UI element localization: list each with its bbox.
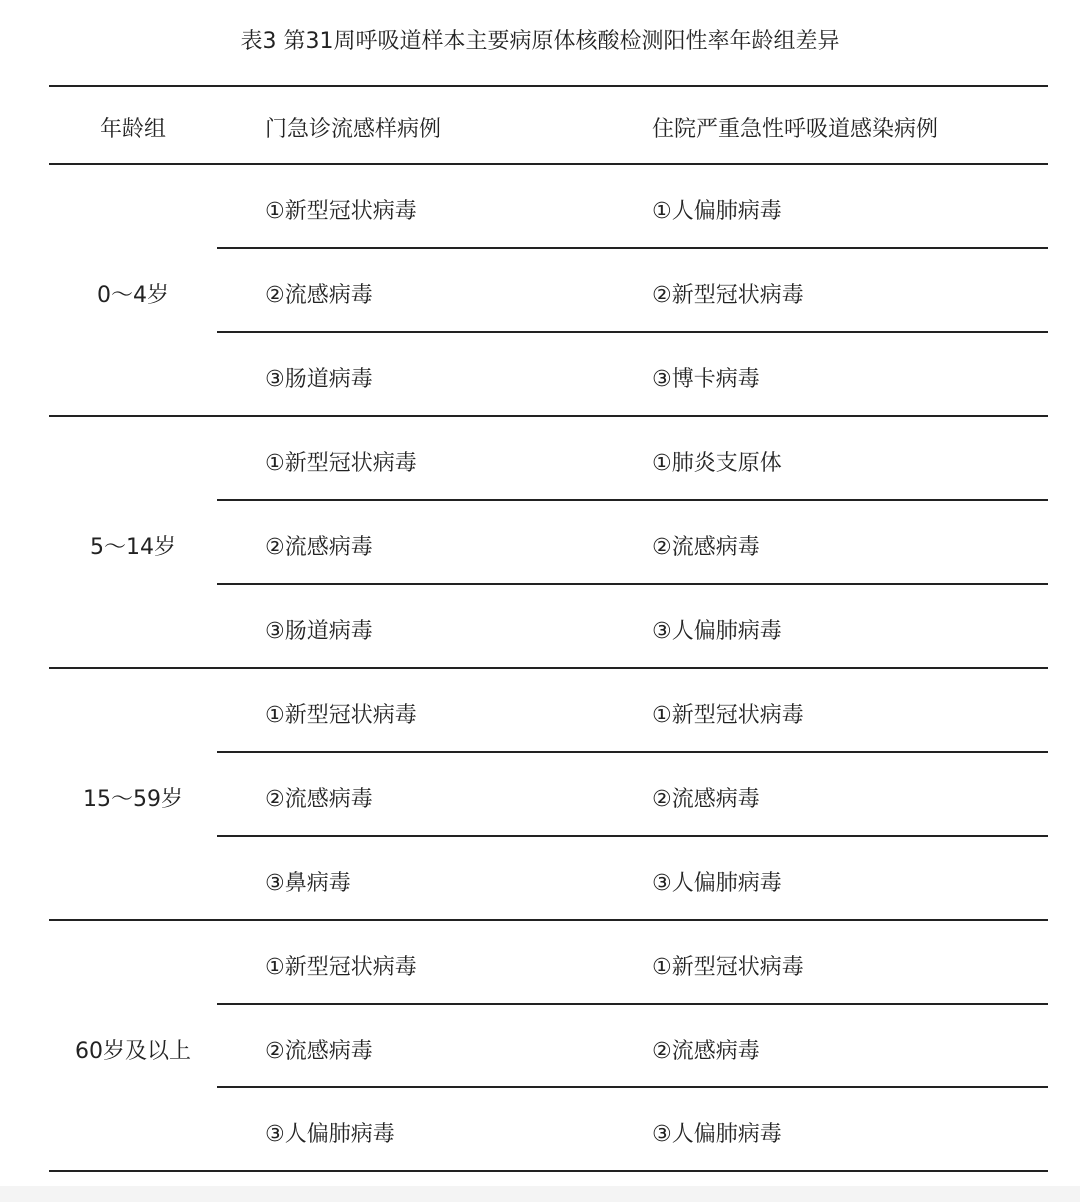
inpatient-cell: ②流感病毒 [652,1039,760,1064]
inpatient-cell: ③人偏肺病毒 [652,871,782,896]
outpatient-cell: ①新型冠状病毒 [265,199,417,224]
row-divider [217,1086,1048,1088]
header-age-group: 年龄组 [99,117,166,142]
header-inpatient: 住院严重急性呼吸道感染病例 [652,117,939,142]
row-divider [217,751,1048,753]
outpatient-cell: ②流感病毒 [265,535,373,560]
outpatient-cell: ①新型冠状病毒 [265,451,417,476]
table-title: 表3 第31周呼吸道样本主要病原体核酸检测阳性率年龄组差异 [240,29,840,54]
inpatient-cell: ③人偏肺病毒 [652,619,782,644]
header-bottom-rule [49,163,1048,165]
group-divider [49,415,1048,417]
row-divider [217,247,1048,249]
page-bottom-margin [0,1186,1080,1202]
group-divider [49,919,1048,921]
outpatient-cell: ②流感病毒 [265,787,373,812]
inpatient-cell: ①肺炎支原体 [652,451,782,476]
group-divider [49,667,1048,669]
inpatient-cell: ②流感病毒 [652,787,760,812]
row-divider [217,1003,1048,1005]
inpatient-cell: ③人偏肺病毒 [652,1122,782,1147]
row-divider [217,499,1048,501]
outpatient-cell: ①新型冠状病毒 [265,955,417,980]
age-group-label: 0～4岁 [97,283,169,308]
inpatient-cell: ①新型冠状病毒 [652,703,804,728]
outpatient-cell: ①新型冠状病毒 [265,703,417,728]
outpatient-cell: ②流感病毒 [265,283,373,308]
age-group-label: 15～59岁 [83,787,183,812]
outpatient-cell: ③鼻病毒 [265,871,351,896]
header-outpatient: 门急诊流感样病例 [265,117,442,142]
inpatient-cell: ③博卡病毒 [652,367,760,392]
table-top-rule [49,85,1048,87]
age-group-label: 5～14岁 [90,535,176,560]
row-divider [217,583,1048,585]
outpatient-cell: ③肠道病毒 [265,619,373,644]
row-divider [217,835,1048,837]
inpatient-cell: ①人偏肺病毒 [652,199,782,224]
inpatient-cell: ②流感病毒 [652,535,760,560]
inpatient-cell: ②新型冠状病毒 [652,283,804,308]
outpatient-cell: ③人偏肺病毒 [265,1122,395,1147]
row-divider [217,331,1048,333]
outpatient-cell: ②流感病毒 [265,1039,373,1064]
age-group-label: 60岁及以上 [75,1039,191,1064]
inpatient-cell: ①新型冠状病毒 [652,955,804,980]
table-bottom-rule [49,1170,1048,1172]
outpatient-cell: ③肠道病毒 [265,367,373,392]
